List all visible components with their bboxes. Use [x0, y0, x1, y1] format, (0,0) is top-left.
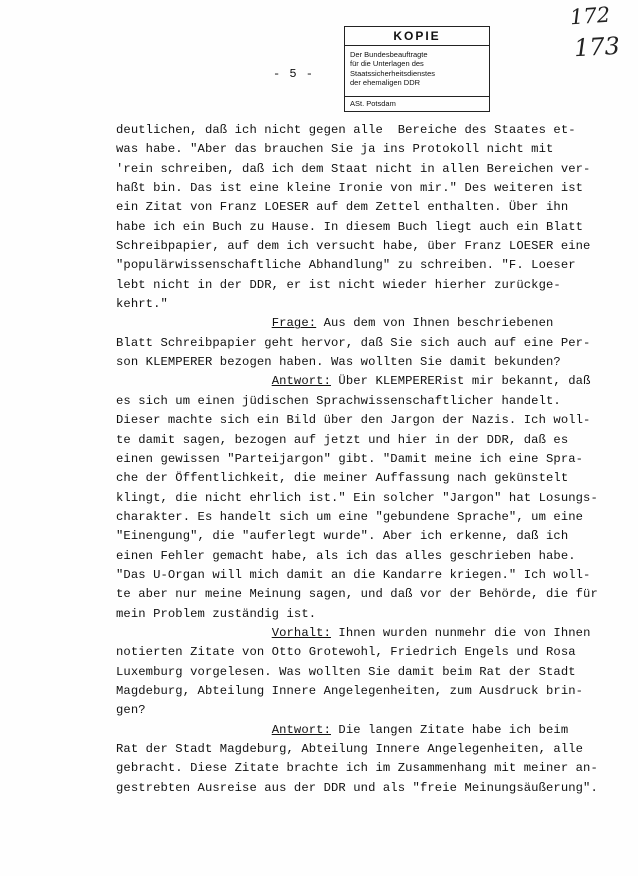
text-line: [116, 450, 616, 469]
stamp-line: für die Unterlagen des: [350, 59, 424, 69]
stamp-body: [345, 46, 489, 88]
line-text: habe ich ein Buch zu Hause. In diesem Buch liegt auch ein Blatt: [116, 219, 584, 234]
text-line: [116, 527, 616, 546]
line-text: Dieser machte sich ein Bild über den Jargon der Nazis. Ich woll-: [116, 413, 591, 428]
section-label: Frage:: [271, 316, 317, 331]
text-line: [116, 198, 616, 217]
handwritten-page-number: 172: [569, 2, 611, 30]
text-line: [116, 179, 616, 198]
page-number: - 5 -: [273, 67, 315, 81]
line-text: che der Öffentlichkeit, die meiner Auffassung nach gekünstelt: [116, 471, 569, 486]
line-indent: [116, 316, 272, 330]
line-text: "Einengung", die "auferlegt wurde". Aber ich erkenne, daß ich: [116, 529, 569, 544]
line-text: Rat der Stadt Magdeburg, Abteilung Innere Angelegenheiten, alle: [116, 742, 584, 756]
line-text: mein Problem zuständig ist.: [116, 606, 317, 621]
stamp-line: der ehemaligen DDR: [350, 78, 421, 88]
text-line: [116, 392, 616, 411]
text-line: [116, 643, 616, 662]
text-line: [116, 121, 616, 140]
handwritten-page-number-2: 173: [573, 31, 621, 63]
line-text: gebracht. Diese Zitate brachte ich im Zusammenhang mit meiner an-: [116, 761, 598, 776]
stamp-footer: ASt. Potsdam: [345, 96, 489, 111]
line-indent: [116, 626, 272, 640]
line-text: Luxemburg vorgelesen. Was wollten Sie damit beim Rat der Stadt: [116, 664, 576, 679]
text-line: [116, 237, 616, 256]
line-indent: [116, 723, 272, 737]
line-text: Blatt Schreibpapier geht hervor, daß Sie sich auch auf eine Per-: [116, 335, 591, 350]
text-line: [116, 605, 616, 624]
stamp-title: KOPIE: [345, 27, 489, 46]
text-line: [116, 508, 616, 527]
line-text: gen?: [116, 703, 146, 718]
text-line: [116, 585, 616, 604]
line-text: lebt nicht in der DDR, er ist nicht wieder hierher zurückge-: [116, 277, 561, 292]
text-line: [116, 411, 616, 430]
line-text: te damit sagen, bezogen auf jetzt und hier in der DDR, daß es: [116, 432, 569, 447]
line-text: Die langen Zitate habe ich beim: [331, 722, 569, 737]
document-body: [116, 121, 616, 798]
line-text: Ihnen wurden nunmehr die von Ihnen: [331, 625, 591, 640]
text-line: [116, 624, 616, 643]
stamp-line: Staatssicherheitsdienstes: [350, 68, 436, 78]
line-text: kehrt.": [116, 297, 168, 312]
text-line: [116, 140, 616, 159]
archive-stamp: [344, 26, 490, 112]
text-line: [116, 682, 616, 701]
line-text: einen Fehler gemacht habe, als ich das alles geschrieben habe.: [116, 548, 576, 563]
text-line: [116, 256, 616, 275]
line-text: te aber nur meine Meinung sagen, und daß vor der Behörde, die für: [116, 587, 598, 602]
text-line: [116, 431, 616, 450]
text-line: [116, 489, 616, 508]
text-line: [116, 721, 616, 740]
text-line: [116, 740, 616, 759]
line-text: deutlichen, daß ich nicht gegen alle Bereiche des Staates et-: [116, 123, 576, 137]
line-indent: [116, 374, 272, 388]
line-text: "populärwissenschaftliche Abhandlung" zu schreiben. "F. Loeser: [116, 258, 576, 273]
line-text: einen gewissen "Parteijargon" gibt. "Damit meine ich eine Spra-: [116, 451, 584, 466]
text-line: [116, 334, 616, 353]
text-line: [116, 566, 616, 585]
line-text: was habe. "Aber das brauchen Sie ja ins Protokoll nicht mit: [116, 142, 554, 157]
line-text: son KLEMPERER bezogen haben. Was wollten Sie damit bekunden?: [116, 355, 561, 370]
text-line: [116, 779, 616, 798]
text-line: [116, 353, 616, 372]
text-line: [116, 314, 616, 333]
line-text: "Das U-Organ will mich damit an die Kandarre kriegen." Ich woll-: [116, 567, 591, 582]
section-label: Vorhalt:: [271, 625, 331, 640]
section-label: Antwort:: [271, 374, 331, 389]
text-line: [116, 160, 616, 179]
line-text: Aus dem von Ihnen beschriebenen: [316, 316, 554, 331]
text-line: [116, 759, 616, 778]
line-text: klingt, die nicht ehrlich ist." Ein solcher "Jargon" hat Losungs-: [116, 490, 598, 505]
text-line: [116, 469, 616, 488]
text-line: [116, 547, 616, 566]
line-text: gestrebten Ausreise aus der DDR und als "freie Meinungsäußerung".: [116, 780, 598, 795]
section-label: Antwort:: [271, 722, 331, 737]
line-text: es sich um einen jüdischen Sprachwissenschaftlicher handelt.: [116, 393, 561, 408]
line-text: Magdeburg, Abteilung Innere Angelegenheiten, zum Ausdruck brin-: [116, 683, 584, 698]
line-text: charakter. Es handelt sich um eine "gebundene Sprache", um eine: [116, 509, 584, 524]
line-text: Über KLEMPERERist mir bekannt, daß: [331, 374, 591, 389]
text-line: [116, 218, 616, 237]
text-line: [116, 372, 616, 391]
line-text: Schreibpapier, auf dem ich versucht habe, über Franz LOESER eine: [116, 239, 591, 254]
text-line: [116, 295, 616, 314]
text-line: [116, 663, 616, 682]
line-text: haßt bin. Das ist eine kleine Ironie von mir." Des weiteren ist: [116, 181, 584, 196]
text-line: [116, 701, 616, 720]
line-text: ein Zitat von Franz LOESER auf dem Zettel enthalten. Über ihn: [116, 200, 569, 215]
text-line: [116, 276, 616, 295]
line-text: 'rein schreiben, daß ich dem Staat nicht in allen Bereichen ver-: [116, 161, 591, 176]
stamp-line: Der Bundesbeauftragte: [350, 50, 428, 59]
line-text: notierten Zitate von Otto Grotewohl, Friedrich Engels und Rosa: [116, 645, 576, 660]
